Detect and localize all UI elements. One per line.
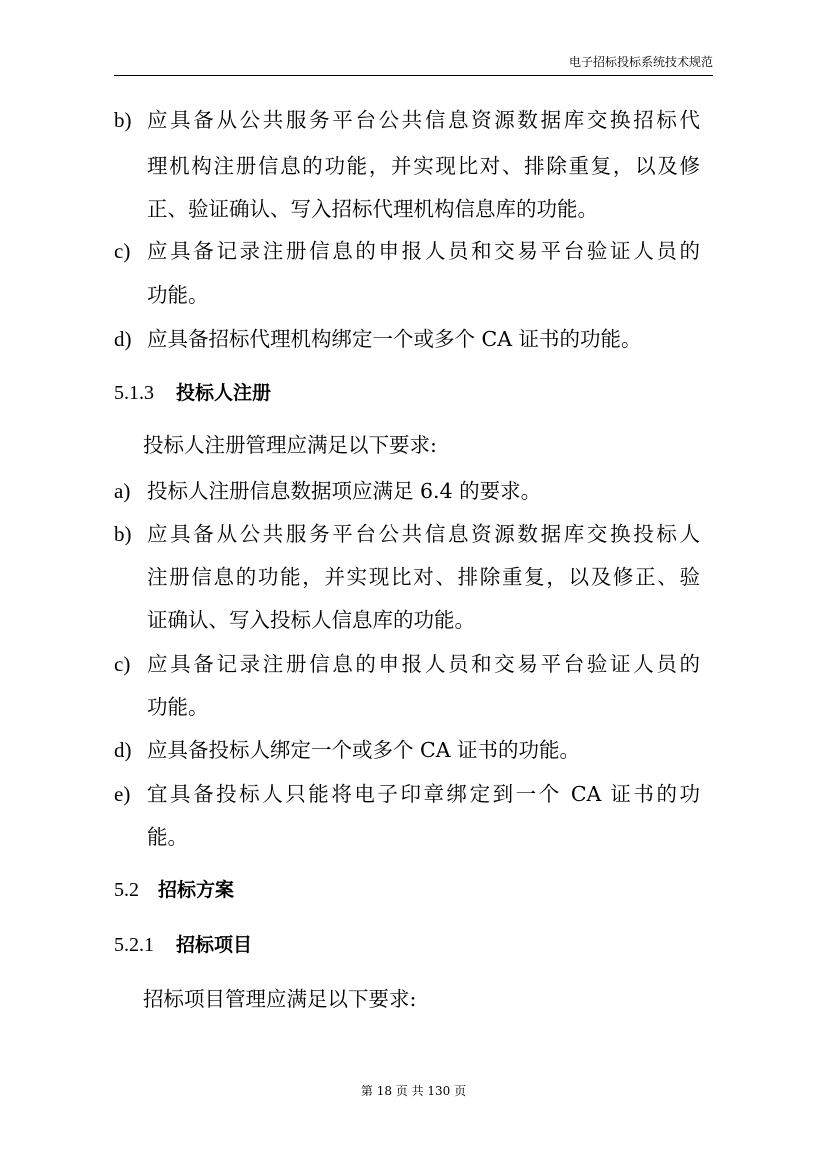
list-item-line: 功能。 [147,695,209,719]
list-item-line: 应具备投标人绑定一个或多个 CA 证书的功能。 [147,738,581,762]
list-item-line: 宜具备投标人只能将电子印章绑定到一个 CA 证书的功 [147,782,700,806]
list-marker: a) [114,479,131,503]
list-item-line: 应具备从公共服务平台公共信息资源数据库交换投标人 [147,522,700,546]
list-marker: b) [114,522,132,546]
section-heading-5-2 [114,876,234,905]
section-intro: 招标项目管理应满足以下要求: [143,987,417,1011]
section-title: 投标人注册 [176,382,272,404]
section-title: 招标方案 [158,879,235,901]
list-item-line: 正、验证确认、写入招标代理机构信息库的功能。 [147,197,598,221]
list-item-line: 证确认、写入投标人信息库的功能。 [147,608,475,632]
list-item-line: 应具备记录注册信息的申报人员和交易平台验证人员的 [147,652,700,676]
list-item-line: 应具备招标代理机构绑定一个或多个 CA 证书的功能。 [147,327,642,351]
section-title: 招标项目 [176,934,253,956]
header-rule [114,75,713,76]
running-header: 电子招标投标系统技术规范 [568,55,713,69]
list-marker: b) [114,108,132,132]
list-item-line: 能。 [147,825,188,849]
page-footer: 第 18 页 共 130 页 [360,1084,467,1098]
list-item-line: 注册信息的功能，并实现比对、排除重复，以及修正、验 [147,565,700,589]
list-marker: c) [114,652,131,676]
list-item-line: 应具备记录注册信息的申报人员和交易平台验证人员的 [147,239,700,263]
list-marker: c) [114,239,131,263]
section-heading-5-1-3 [114,379,271,408]
list-marker: d) [114,327,132,351]
section-intro: 投标人注册管理应满足以下要求: [143,433,437,457]
section-number: 5.2 [114,879,139,901]
list-item-line: 理机构注册信息的功能，并实现比对、排除重复，以及修 [147,154,700,178]
section-number: 5.1.3 [114,382,154,404]
list-marker: e) [114,782,131,806]
list-item-line: 功能。 [147,283,209,307]
list-item-line: 应具备从公共服务平台公共信息资源数据库交换招标代 [147,108,700,132]
list-marker: d) [114,738,132,762]
section-number: 5.2.1 [114,934,154,956]
list-item-line: 投标人注册信息数据项应满足 6.4 的要求。 [147,479,542,503]
section-heading-5-2-1 [114,931,252,960]
